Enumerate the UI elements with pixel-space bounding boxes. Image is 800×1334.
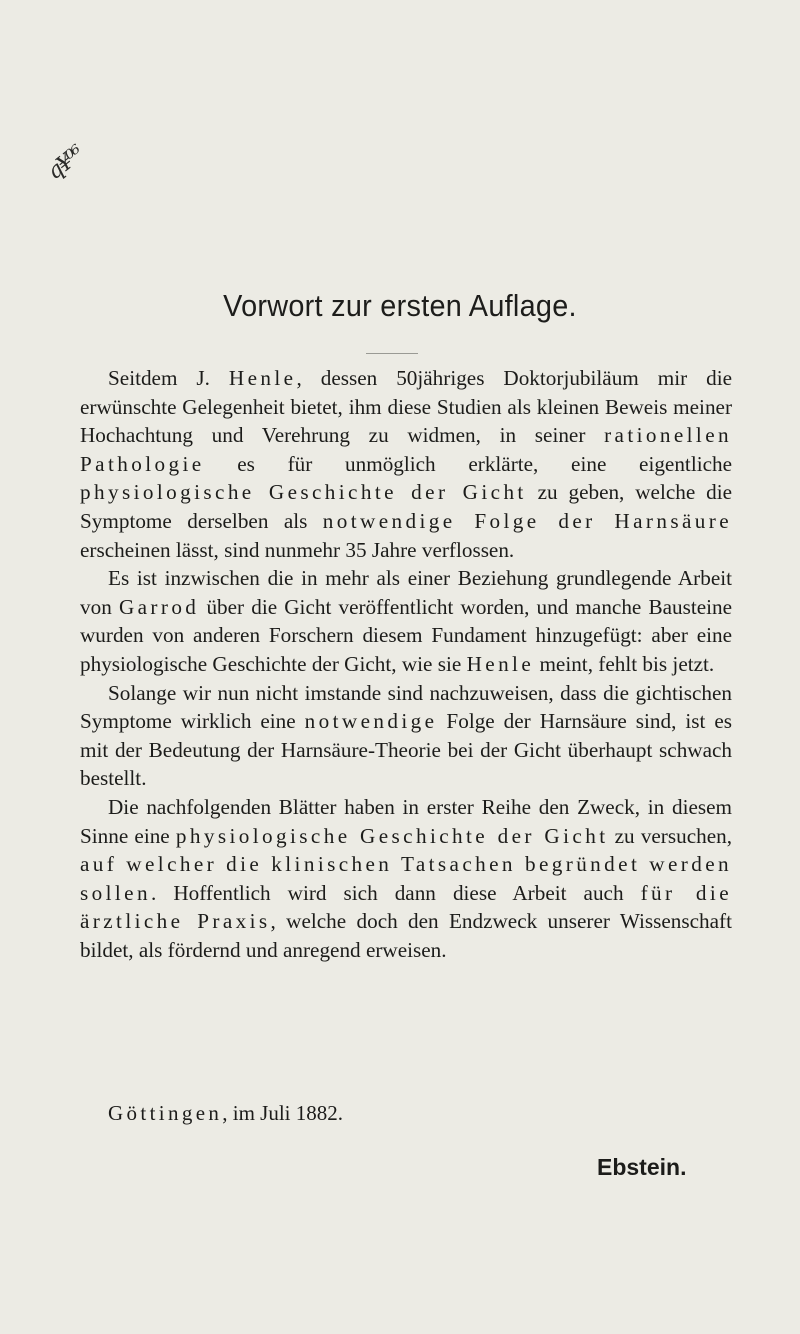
library-stamp-mark: q¥⁰⁶ [42,142,88,185]
text-run: Die nachfolgenden Blätter haben in erster Reihe den Zweck, in diesem Sinne eine [80,794,732,848]
date-line: , im Juli 1882. [222,1101,343,1125]
text-run: über die Gicht veröffentlicht worden, und manche Bausteine wurden von anderen Forschern diesem Fundament hinzugefügt: aber eine physiologische Geschichte der Gicht, wie sie [80,594,733,676]
paragraph-1 [80,364,732,564]
text-run: , dessen 50jähriges Doktorjubiläum mir die erwünschte Gelegenheit bietet, ihm diese Studien als kleinen Beweis meiner Hochachtung und Verehrung zu widmen, in seiner [80,366,733,448]
text-run: Es ist inzwischen die in mehr als einer Beziehung grundlegende Arbeit von [80,566,732,619]
emphasis-rationelle-pathologie: rationellen Pathologie [80,423,732,476]
name-garrod: Garrod [118,594,200,619]
emphasis-aerztliche-praxis: für die ärztliche Praxis [80,880,732,934]
author-signature: Ebstein. [597,1154,687,1180]
title-divider [366,353,418,354]
preface-body [80,364,732,964]
text-run: zu versuchen, [608,823,732,848]
text-run: es für unmöglich erklärte, eine eigentliche [204,451,732,476]
text-run: zu geben, welche die Symptome derselben als [80,480,732,533]
emphasis-klinische-tatsachen: auf welcher die klinischen Tatsachen begründet werden sollen [80,852,732,905]
text-run: Folge der Harnsäure sind, ist es mit der Bedeutung der Harnsäure-Theorie bei der Gicht überhaupt schwach bestellt. [80,709,733,791]
text-run: Seitdem J. [108,366,229,390]
text-run: meint, fehlt bis jetzt. [534,651,715,676]
name-henle: Henle [466,651,535,676]
name-henle: Henle [228,366,297,390]
emphasis-physiologische-geschichte: physiologische Geschichte der Gicht [175,823,609,848]
emphasis-notwendige-folge: notwendige Folge der Harnsäure [322,508,732,533]
text-run: erscheinen lässt, sind nunmehr 35 Jahre verflossen. [80,537,515,562]
text-run: Solange wir nun nicht imstande sind nachzuweisen, dass die gichtischen Symptome wirklich eine [80,680,732,734]
emphasis-physiologische-geschichte: physiologische Geschichte der Gicht [80,480,527,505]
page-title: Vorwort zur ersten Auflage. [223,288,577,323]
paragraph-3 [80,679,732,793]
paragraph-4 [80,793,732,965]
text-run: . Hoffentlich wird sich dann diese Arbeit auch [150,880,641,905]
text-run: , welche doch den Endzweck unserer Wissenschaft bildet, als fördernd und anregend erweisen. [80,909,732,962]
place-and-date [108,1101,343,1126]
emphasis-notwendige: notwendige [304,709,438,734]
place-name: Göttingen [108,1101,223,1125]
paragraph-2 [80,564,732,678]
